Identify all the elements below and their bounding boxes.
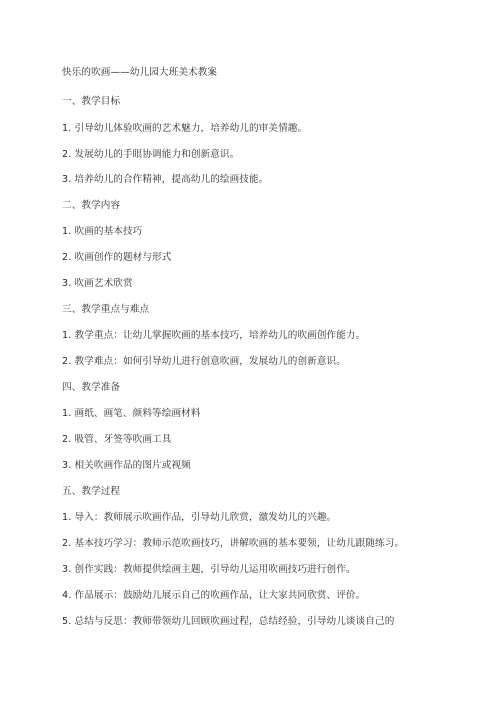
list-item: 5. 总结与反思：教师带领幼儿回顾吹画过程，总结经验，引导幼儿谈谈自己的 [62,616,395,627]
list-item: 3. 创作实践：教师提供绘画主题，引导幼儿运用吹画技巧进行创作。 [62,564,356,575]
section-heading-content: 二、教学内容 [62,200,121,211]
list-item: 1. 教学重点：让幼儿掌握吹画的基本技巧，培养幼儿的吹画创作能力。 [62,330,366,341]
section-heading-objectives: 一、教学目标 [62,96,121,107]
list-item: 1. 导入：教师展示吹画作品，引导幼儿欣赏，激发幼儿的兴趣。 [62,512,337,523]
list-item: 2. 吸管、牙签等吹画工具 [62,434,172,445]
list-item: 1. 引导幼儿体验吹画的艺术魅力，培养幼儿的审美情趣。 [62,123,308,134]
section-heading-process: 五、教学过程 [62,486,121,497]
section-heading-key-points: 三、教学重点与难点 [62,304,150,315]
list-item: 1. 吹画的基本技巧 [62,226,143,237]
document-title: 快乐的吹画——幼儿园大班美术教案 [62,67,218,78]
list-item: 3. 相关吹画作品的图片或视频 [62,460,191,471]
list-item: 2. 基本技巧学习：教师示范吹画技巧，讲解吹画的基本要领，让幼儿跟随练习。 [62,538,405,549]
list-item: 4. 作品展示：鼓励幼儿展示自己的吹画作品，让大家共同欣赏、评价。 [62,590,366,601]
list-item: 3. 吹画艺术欣赏 [62,278,133,289]
list-item: 2. 发展幼儿的手眼协调能力和创新意识。 [62,149,240,160]
section-heading-preparation: 四、教学准备 [62,382,121,393]
list-item: 2. 吹画创作的题材与形式 [62,252,172,263]
list-item: 2. 教学难点：如何引导幼儿进行创意吹画，发展幼儿的创新意识。 [62,356,346,367]
list-item: 1. 画纸、画笔、颜料等绘画材料 [62,408,201,419]
list-item: 3. 培养幼儿的合作精神，提高幼儿的绘画技能。 [62,174,269,185]
